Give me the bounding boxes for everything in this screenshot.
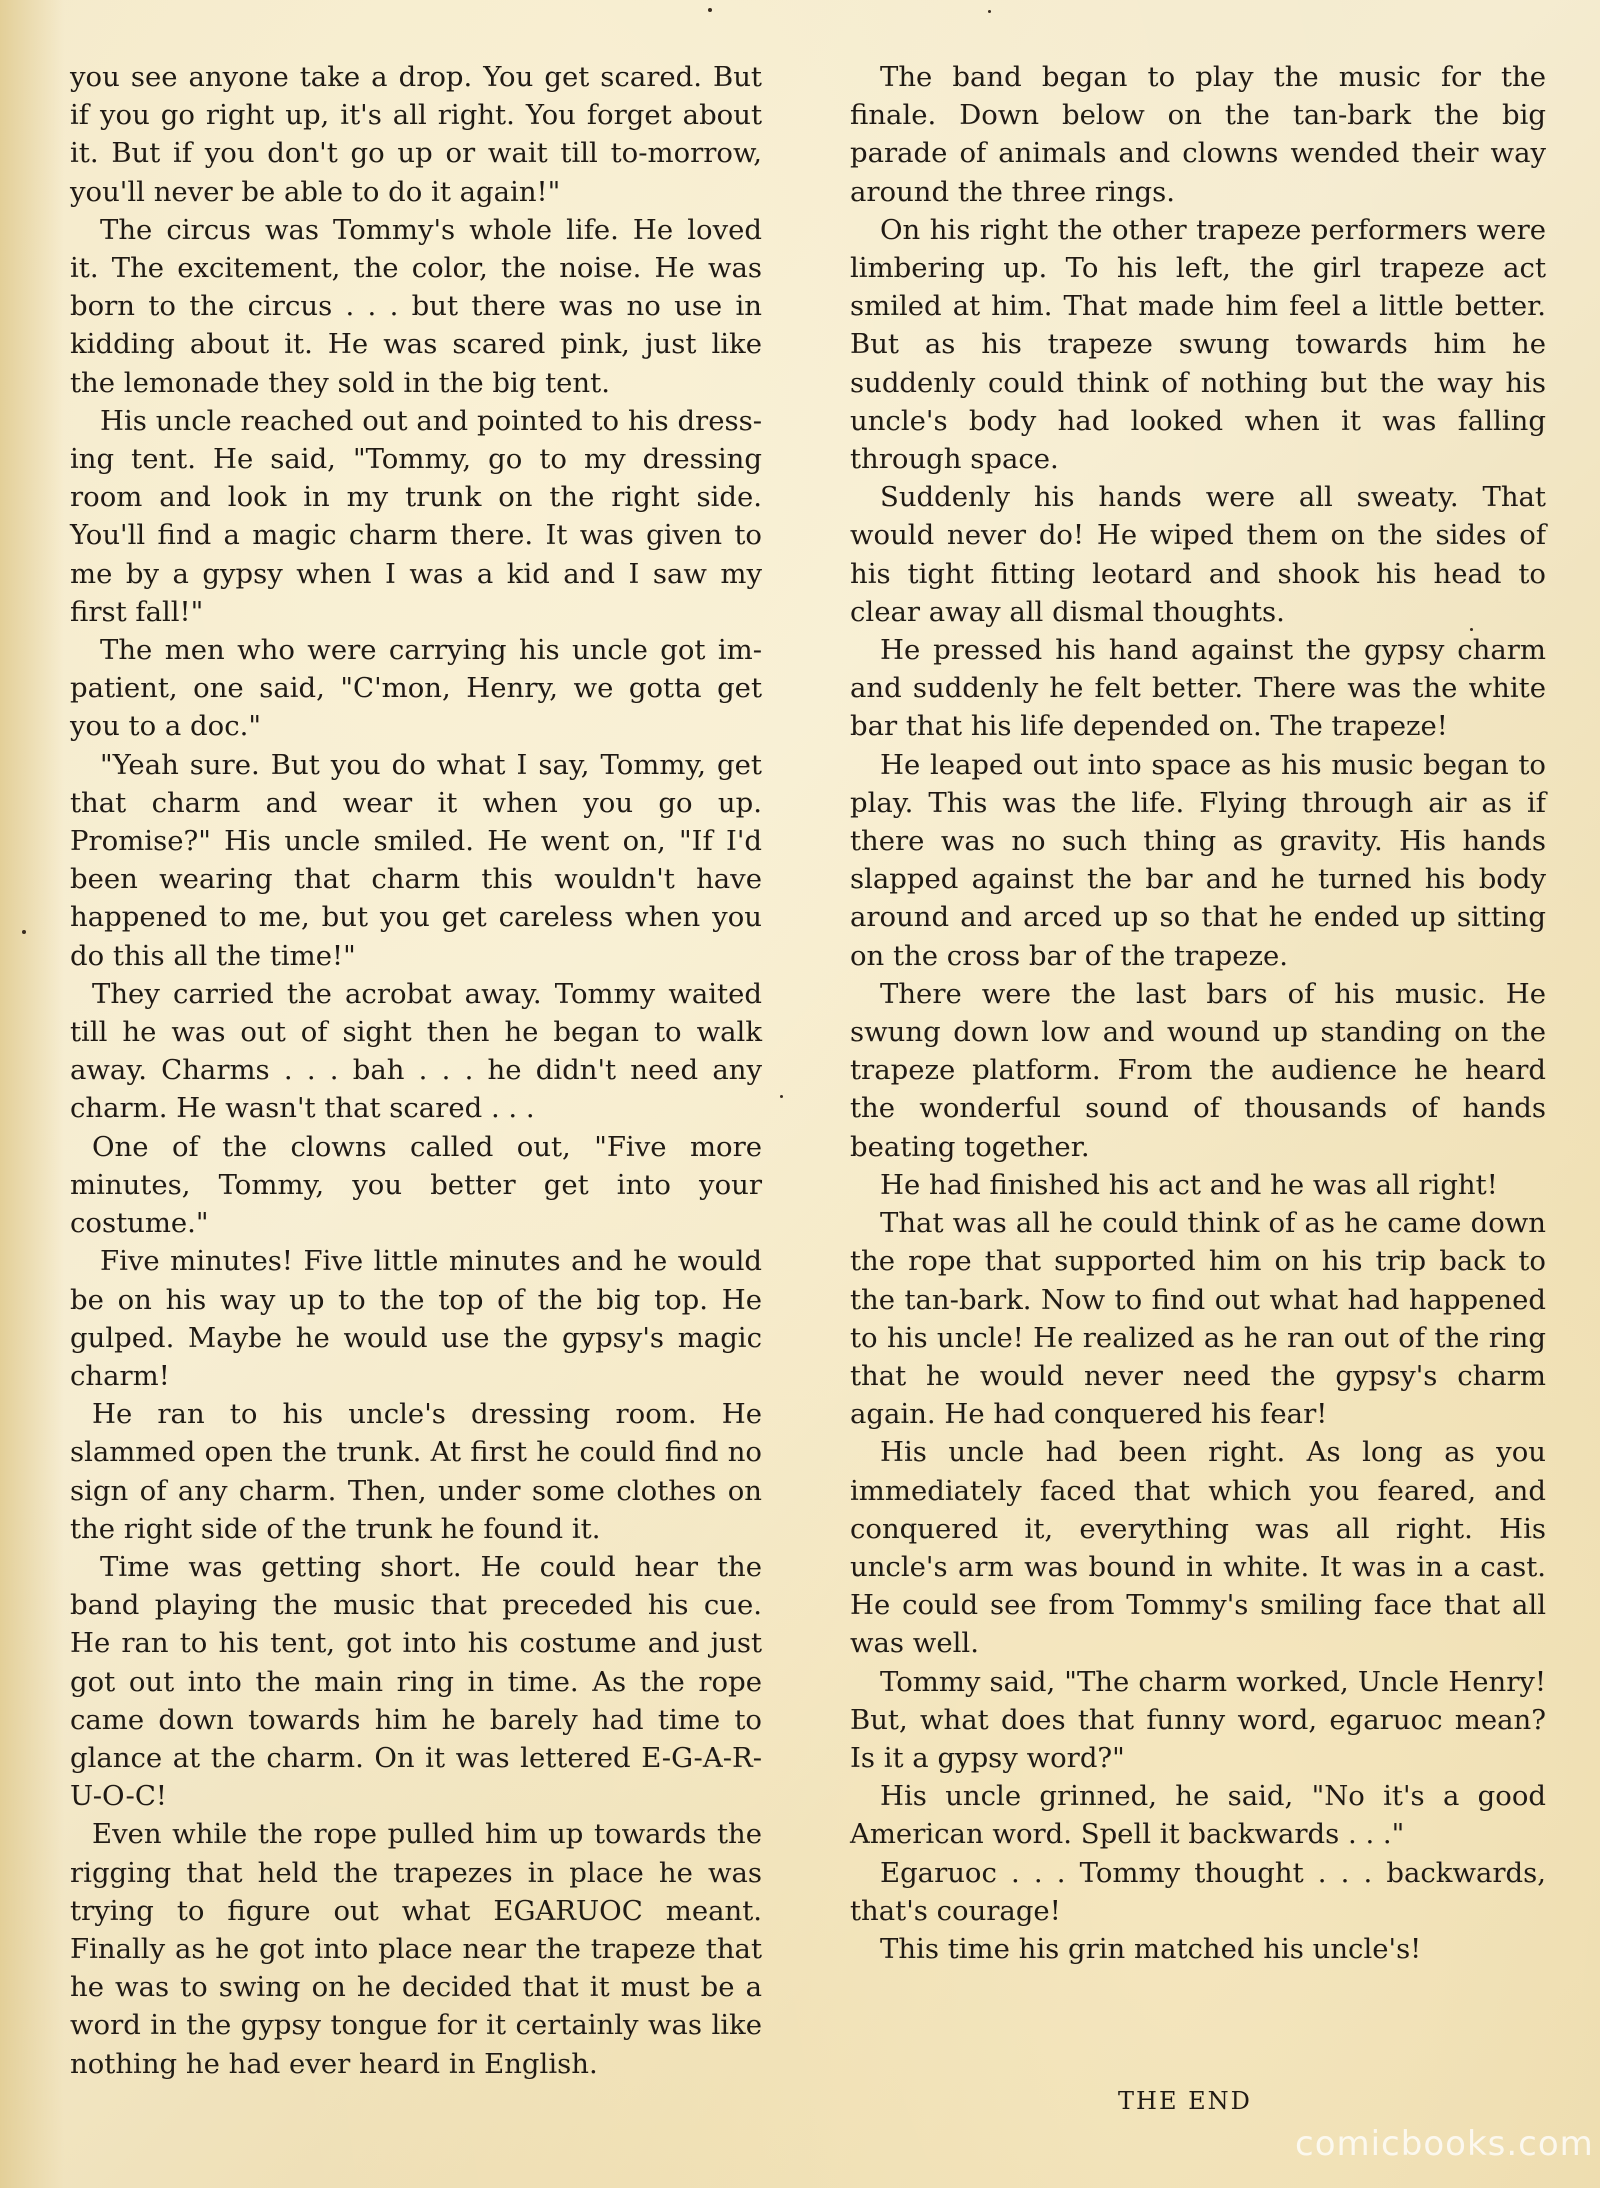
paragraph: The circus was Tommy's whole life. He loved it. The excitement, the color, the noise. He was born to the circus . . . but there was no use in kidding about it. He was scared pink, just like the lemonade they sold in the big tent. bbox=[70, 213, 762, 399]
paragraph: On his right the other trapeze performers were limbering up. To his left, the girl trapeze act smiled at him. That made him feel a little better. But as his trapeze swung towards him he suddenly could think of nothing but the way his uncle's body had looked when it was falling through space. bbox=[850, 213, 1546, 476]
print-speck bbox=[988, 10, 991, 13]
paragraph: His uncle grinned, he said, "No it's a good American word. Spell it backwards . . ." bbox=[850, 1780, 1546, 1851]
paragraph: "Yeah sure. But you do what I say, Tommy, get that charm and wear it when you go up. Promise?" His uncle smiled. He went on, "If I'd been wearing that charm this wouldn't have happened to me, but you get careless when you do this all the time!" bbox=[70, 748, 762, 972]
paragraph: Even while the rope pulled him up towards the rigging that held the trapezes in place he was trying to figure out what EGARUOC meant. Finally as he got into place near the trapeze that he was to swing on he decided that it must be a word in the gypsy tongue for it certainly was like nothing he had ever heard in English. bbox=[70, 1818, 762, 2080]
watermark: comicbooks.com bbox=[1295, 2124, 1594, 2164]
right-text-column bbox=[850, 58, 1546, 1968]
paragraph: Time was getting short. He could hear the band playing the music that preceded his cue. He ran to his tent, got into his costume and just got out into the main ring in time. As the rope came down towards him he barely had time to glance at the charm. On it was lettered E-G-A-R-U-O-C! bbox=[70, 1550, 762, 1813]
paragraph: Tommy said, "The charm worked, Uncle Henry! But, what does that funny word, egaruoc mean? Is it a gypsy word?" bbox=[850, 1665, 1546, 1774]
paragraph: The band began to play the music for the finale. Down below on the tan-bark the big parade of animals and clowns wended their way around the three rings. bbox=[850, 61, 1546, 208]
paragraph: Five minutes! Five little minutes and he would be on his way up to the top of the big top. He gulped. Maybe he would use the gypsy's magic charm! bbox=[70, 1245, 762, 1392]
paragraph: This time his grin matched his uncle's! bbox=[880, 1932, 1422, 1965]
paragraph: There were the last bars of his music. He swung down low and wound up standing on the trapeze platform. From the audience he heard the wonderful sound of thousands of hands beating together. bbox=[850, 977, 1546, 1163]
left-text-column bbox=[70, 58, 762, 2083]
paragraph: One of the clowns called out, "Five more minutes, Tommy, you better get into your costume." bbox=[70, 1130, 762, 1240]
paragraph: His uncle had been right. As long as you immediately faced that which you feared, and conquered it, everything was all right. His uncle's arm was bound in white. It was in a cast. He could see from Tommy's smiling face that all was well. bbox=[850, 1436, 1546, 1660]
paragraph: Egaruoc . . . Tommy thought . . . backwards, that's courage! bbox=[850, 1856, 1546, 1927]
paragraph: His uncle reached out and pointed to his dress-ing tent. He said, "Tommy, go to my dressing room and look in my trunk on the right side. You'll find a magic charm there. It was given to me by a gypsy when I was a kid and I saw my first fall!" bbox=[70, 404, 762, 628]
print-speck bbox=[708, 8, 712, 12]
paragraph: They carried the acrobat away. Tommy waited till he was out of sight then he began to walk away. Charms . . . bah . . . he didn't need any charm. He wasn't that scared . . . bbox=[70, 977, 762, 1125]
the-end-label: THE END bbox=[1118, 2087, 1252, 2115]
paragraph: Suddenly his hands were all sweaty. That would never do! He wiped them on the sides of his tight fitting leotard and shook his head to clear away all dismal thoughts. bbox=[850, 481, 1546, 628]
paragraph: He leaped out into space as his music began to play. This was the life. Flying through air as if there was no such thing as gravity. His hands slapped against the bar and he turned his body around and arced up so that he ended up sitting on the cross bar of the trapeze. bbox=[850, 748, 1546, 972]
paragraph: He pressed his hand against the gypsy charm and suddenly he felt better. There was the white bar that his life depended on. The trapeze! bbox=[850, 634, 1546, 743]
paragraph: He had finished his act and he was all right! bbox=[880, 1168, 1498, 1201]
print-speck bbox=[1470, 628, 1473, 631]
paragraph: The men who were carrying his uncle got im-patient, one said, "C'mon, Henry, we gotta get you to a doc." bbox=[70, 634, 762, 743]
print-speck bbox=[780, 1095, 783, 1098]
paragraph: you see anyone take a drop. You get scared. But if you go right up, it's all right. You forget about it. But if you don't go up or wait till to-morrow, you'll never be able to do it again!" bbox=[70, 61, 762, 208]
paragraph: He ran to his uncle's dressing room. He slammed open the trunk. At first he could find no sign of any charm. Then, under some clothes on the right side of the trunk he found it. bbox=[70, 1398, 762, 1545]
paragraph: That was all he could think of as he came down the rope that supported him on his trip back to the tan-bark. Now to find out what had happened to his uncle! He realized as he ran out of the ring that he would never need the gypsy's charm again. He had conquered his fear! bbox=[850, 1207, 1546, 1431]
page-edge-shade bbox=[0, 0, 64, 2188]
print-speck bbox=[22, 930, 26, 934]
